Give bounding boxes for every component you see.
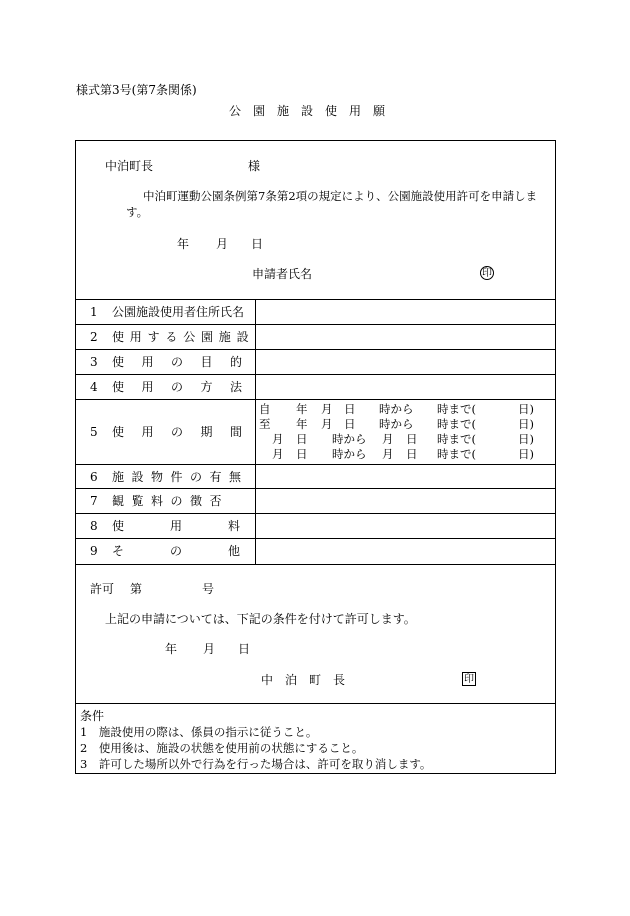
application-date-month: 月 (216, 237, 229, 251)
period-until-time: 時まで( (437, 417, 476, 431)
conditions-divider (76, 703, 555, 704)
period-days: 日) (518, 447, 534, 461)
item-6-label: 施設物件の有無 (112, 470, 249, 484)
period-from-time: 時から (379, 402, 414, 416)
row-divider (76, 324, 555, 325)
period-day: 日 (296, 447, 308, 461)
application-statement-line2: す。 (126, 205, 149, 219)
item-4-number: 4 (90, 380, 98, 394)
period-from-time: 時から (379, 417, 414, 431)
period-day: 日 (406, 432, 418, 446)
row-divider (76, 488, 555, 489)
conditions-heading: 条件 (80, 709, 105, 723)
period-from-time: 時から (332, 432, 367, 446)
period-days: 日) (518, 432, 534, 446)
period-year: 年 (296, 417, 308, 431)
item-7-number: 7 (90, 494, 98, 508)
row-divider (76, 513, 555, 514)
item-3-label: 使用の目的 (112, 355, 260, 369)
permit-date-month: 月 (203, 642, 216, 656)
table-top-border (76, 299, 555, 300)
table-bottom-border (76, 564, 555, 565)
mayor-seal-mark: 印 (464, 674, 474, 685)
application-date-year: 年 (177, 237, 190, 251)
application-date-day: 日 (251, 237, 264, 251)
addressee-honorific: 様 (248, 159, 261, 173)
period-until-time: 時まで( (437, 402, 476, 416)
item-1-number: 1 (90, 305, 98, 319)
period-to-prefix: 至 (259, 417, 271, 431)
item-6-number: 6 (90, 470, 98, 484)
row-divider (76, 374, 555, 375)
period-month: 月 (382, 432, 394, 446)
permit-number-suffix: 号 (202, 582, 215, 596)
item-1-label: 公園施設使用者住所氏名 (112, 305, 245, 319)
application-statement-line1: 中泊町運動公園条例第7条第2項の規定により、公園施設使用許可を申請しま (143, 189, 538, 203)
period-day: 日 (296, 432, 308, 446)
document-title: 公 園 施 設 使 用 願 (229, 104, 386, 118)
condition-1: 1 施設使用の際は、係員の指示に従うこと。 (80, 725, 318, 739)
period-days: 日) (518, 417, 534, 431)
row-divider (76, 464, 555, 465)
period-days: 日) (518, 402, 534, 416)
period-day: 日 (406, 447, 418, 461)
period-month: 月 (321, 417, 333, 431)
item-9-number: 9 (90, 544, 98, 558)
item-4-label: 使用の方法 (112, 380, 260, 394)
addressee: 中泊町長 (105, 159, 154, 173)
applicant-seal-mark: 印 (482, 268, 492, 279)
form-number: 様式第3号(第7条関係) (76, 83, 197, 97)
item-8-number: 8 (90, 519, 98, 533)
item-2-label-text: 使用する公園施設 (112, 330, 255, 344)
period-year: 年 (296, 402, 308, 416)
period-month: 月 (272, 432, 284, 446)
period-until-time: 時まで( (437, 432, 476, 446)
item-2-number: 2 (90, 330, 98, 344)
item-7-label: 観覧料の徴否 (112, 494, 230, 508)
item-3-number: 3 (90, 355, 98, 369)
applicant-name-label: 申請者氏名 (252, 267, 313, 281)
period-until-time: 時まで( (437, 447, 476, 461)
application-form (75, 140, 556, 774)
permit-date-day: 日 (238, 642, 251, 656)
period-from-prefix: 自 (259, 402, 271, 416)
item-5-number: 5 (90, 425, 98, 439)
permit-date-year: 年 (165, 642, 178, 656)
period-day: 日 (344, 417, 356, 431)
row-divider (76, 399, 555, 400)
period-month: 月 (321, 402, 333, 416)
item-2-label (112, 330, 255, 344)
row-divider (76, 538, 555, 539)
row-divider (76, 349, 555, 350)
condition-2: 2 使用後は、施設の状態を使用前の状態にすること。 (80, 741, 364, 755)
permit-mayor: 中 泊 町 長 (261, 673, 346, 687)
item-5-label: 使用の期間 (112, 425, 260, 439)
period-month: 月 (272, 447, 284, 461)
period-from-time: 時から (332, 447, 367, 461)
permit-label: 許可 (90, 582, 115, 596)
permit-number-prefix: 第 (130, 582, 143, 596)
period-day: 日 (344, 402, 356, 416)
period-month: 月 (382, 447, 394, 461)
item-9-label: その他 (112, 544, 287, 558)
condition-3: 3 許可した場所以外で行為を行った場合は、許可を取り消します。 (80, 757, 432, 771)
item-8-label: 使用料 (112, 519, 287, 533)
permit-statement: 上記の申請については、下記の条件を付けて許可します。 (105, 612, 416, 626)
